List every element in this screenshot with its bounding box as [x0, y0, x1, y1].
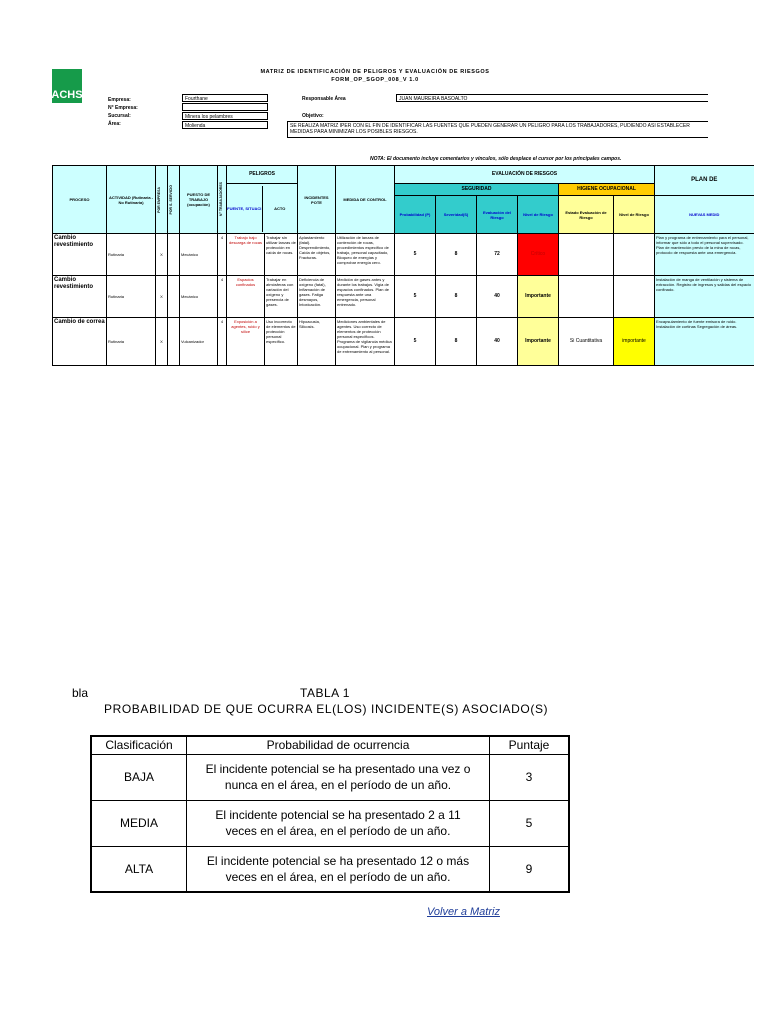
iper-matrix [52, 165, 754, 366]
n-empresa-label: N° Empresa: [108, 105, 138, 111]
table-row-n-trabajadores: 4 [218, 276, 227, 318]
header-seguridad: SEGURIDAD [395, 184, 559, 196]
table-row-actividad: Rutinaria [107, 318, 156, 366]
table-row-clasificacion: ALTA [91, 846, 187, 892]
table-row-descripcion: El incidente potencial se ha presentado 2 a 11 veces en el área, en el período de un año. [187, 800, 490, 846]
table-row-por-servicio [168, 318, 180, 366]
header-probabilidad: Probabilidad (P) [395, 196, 436, 234]
table-row-clasificacion: BAJA [91, 754, 187, 800]
table-row-descripcion: El incidente potencial se ha presentado 12 o más veces en el área, en el período de un año. [187, 846, 490, 892]
table-row-actividad: Rutinaria [107, 234, 156, 276]
table-row-fuente: Trabajo bajo descarga de rocas [227, 234, 265, 276]
table-row-nivel-higiene [614, 276, 655, 318]
table-row-por-empresa: X [156, 276, 168, 318]
header-nuevas-medidas: NUEVAS MEDID [655, 196, 754, 234]
table-row-por-empresa: X [156, 234, 168, 276]
table-row-actividad: Rutinaria [107, 276, 156, 318]
header-actividad: ACTIVIDAD (Rutinaria - No Rutinaria) [107, 166, 156, 234]
tabla1-title: TABLA 1 [300, 686, 350, 700]
header-fuente: FUENTE, SITUACI [227, 186, 263, 232]
table-row-evaluacion: 72 [477, 234, 518, 276]
table-row-proceso: Cambio de correa [53, 318, 107, 366]
header-higiene: HIGIENE OCUPACIONAL [559, 184, 655, 196]
table-row-severidad: 8 [436, 276, 477, 318]
objetivo-label: Objetivo: [302, 113, 324, 119]
tabla-prefix-text: bla [72, 686, 89, 700]
table-row-proceso: Cambio revestimiento [53, 276, 107, 318]
header-nivel-riesgo: Nivel de Riesgo [518, 196, 559, 234]
table-row-plan: Encapsulamiento de fuente emisora de ruido. Instalación de cortinas Segregación de áreas. [655, 318, 754, 366]
sucursal-field[interactable]: Minera los pelambres [182, 112, 268, 120]
header-estado-evaluacion: Estado Evaluación de Riesgo [559, 196, 614, 234]
table-row-plan: Plan y programa de entrenamiento para el personal, informar que sólo a todo el personal supervisado. Plan de mantención previo de la mina de rocas, protocolo de respuesta ante una emergencia. [655, 234, 754, 276]
table-row-n-trabajadores: 4 [218, 234, 227, 276]
table-row-puesto: Vulcanizador [180, 318, 218, 366]
table-row-nivel-higiene [614, 234, 655, 276]
table-row-incidentes: Aplastamiento (fatal). Desprendimiento, Caída de objetos, Fracturas. [298, 234, 336, 276]
header-plan: PLAN DE [655, 166, 754, 196]
sucursal-label: Sucursal: [108, 113, 131, 119]
header-puesto: PUESTO DE TRABAJO (ocupación) [180, 166, 218, 234]
responsable-label: Responsable Área [302, 96, 346, 102]
empresa-field[interactable]: Fourthane [182, 94, 268, 102]
responsable-field[interactable]: JUAN MAUREIRA BASOALTO [396, 94, 708, 102]
table-row-probabilidad: 5 [395, 318, 436, 366]
header-peligros: PELIGROS [227, 166, 298, 184]
table-row-medida: Mediciones ambientales de agentes. Uso correcto de elementos de protección personal específicos. Programa de vigilancia médica ocupacional. Plan y programa de entrenamiento al personal. [336, 318, 395, 366]
volver-a-matriz-link[interactable]: Volver a Matriz [427, 906, 500, 918]
table-row-puntaje: 5 [490, 800, 570, 846]
table-row-por-servicio [168, 234, 180, 276]
table-row-nivel-riesgo: Importante [518, 276, 559, 318]
table-row-fuente: Exposición a agentes, ruido y sílice [227, 318, 265, 366]
table-row-por-servicio [168, 276, 180, 318]
area-field[interactable]: Molienda [182, 121, 268, 129]
header-n-trabajadores: N° TRABAJADORES [219, 182, 223, 217]
table-row-descripcion: El incidente potencial se ha presentado una vez o nunca en el área, en el período de un año. [187, 754, 490, 800]
document-form-code: FORM_OP_SGOP_008_V 1.0 [331, 77, 419, 83]
empresa-label: Empresa: [108, 97, 131, 103]
table-row-severidad: 8 [436, 318, 477, 366]
column-header-probabilidad: Probabilidad de ocurrencia [187, 736, 490, 754]
table-row-por-empresa: X [156, 318, 168, 366]
table-row-acto: Trabajar en atmósferas con variación del oxígeno y presencia de gases. [265, 276, 298, 318]
header-acto: ACTO [274, 206, 286, 211]
header-evaluacion-riesgo: Evaluación del Riesgo [477, 196, 518, 234]
table-row-estado-evaluacion [559, 234, 614, 276]
header-proceso: PROCESO [53, 166, 107, 234]
table-row-puntaje: 9 [490, 846, 570, 892]
table-row-probabilidad: 5 [395, 276, 436, 318]
table-row-clasificacion: MEDIA [91, 800, 187, 846]
table-row-nivel-higiene: importante [614, 318, 655, 366]
table-row-nivel-riesgo: Crítico [518, 234, 559, 276]
tabla1-subtitle: PROBABILIDAD DE QUE OCURRA EL(LOS) INCIDENTE(S) ASOCIADO(S) [104, 702, 549, 716]
header-por-empresa: POR EMPRESA [157, 186, 161, 213]
column-header-puntaje: Puntaje [490, 736, 570, 754]
header-por-servicio: POR S. SERVICIO [169, 184, 173, 215]
table-row-n-trabajadores: 4 [218, 318, 227, 366]
table-row-medida: Medición de gases antes y durante los trabajos. Vigía de espacios confinados. Plan de respuesta ante una emergencia, personal entrenado. [336, 276, 395, 318]
table-row-proceso: Cambio revestimiento [53, 234, 107, 276]
header-incidentes: INCIDENTES POTE [298, 166, 336, 234]
header-medida: MEDIDA DE CONTROL [336, 166, 395, 234]
table-row-evaluacion: 40 [477, 318, 518, 366]
objetivo-field[interactable]: SE REALIZA MATRIZ IPER CON EL FIN DE IDENTIFICAR LAS FUENTES QUE PUEDEN GENERAR UN PELIGRO PARA LOS TRABAJADORES, PUDIENDO ASI ESTABLECER MEDIDAS PARA MINIMIZAR LOS POSIBLES RIESGOS. [287, 121, 708, 138]
table-row-evaluacion: 40 [477, 276, 518, 318]
table-row-fuente: Espacios confinados [227, 276, 265, 318]
table-row-plan: Instalación de manga de ventilación y sistema de extracción. Registro de ingresos y salidas del espacio confinado. [655, 276, 754, 318]
table-row-puesto: Mecánico [180, 276, 218, 318]
note-text: NOTA: El documento incluye comentarios y vínculos, sólo desplace el cursor por los principales campos. [370, 156, 622, 162]
column-header-clasificacion: Clasificación [91, 736, 187, 754]
table-row-acto: Trabajar sin utilizar lanzas de protección en caída de rocas. [265, 234, 298, 276]
table-row-acto: Uso incorrecto de elementos de protección personal específico. [265, 318, 298, 366]
table-row-medida: Utilización de lanzas de contención de rocas, procedimientos específico de trabajo, personal capacitado, Bloqueo de energías y comprobar energía cero. [336, 234, 395, 276]
document-title: MATRIZ DE IDENTIFICACIÓN DE PELIGROS Y EVALUACIÓN DE RIESGOS [260, 69, 490, 75]
probability-table [90, 735, 570, 893]
table-row-probabilidad: 5 [395, 234, 436, 276]
n-empresa-field[interactable] [182, 103, 268, 111]
table-row-puesto: Mecánico [180, 234, 218, 276]
table-row-puntaje: 3 [490, 754, 570, 800]
header-evaluacion: EVALUACIÓN DE RIESGOS [395, 166, 655, 184]
achs-logo: ACHS [52, 69, 82, 103]
area-label: Área: [108, 121, 121, 127]
table-row-severidad: 8 [436, 234, 477, 276]
table-row-nivel-riesgo: Importante [518, 318, 559, 366]
table-row-incidentes: Hipoacusia, Silicosis. [298, 318, 336, 366]
table-row-estado-evaluacion [559, 276, 614, 318]
header-nivel-riesgo-higiene: Nivel de Riesgo [614, 196, 655, 234]
table-row-incidentes: Deficiencia de oxígeno (fatal), Inflamación de gases. Fatiga desmayos, Intoxicación. [298, 276, 336, 318]
table-row-estado-evaluacion: Si Cuantitativa [559, 318, 614, 366]
header-severidad: Severidad(S) [436, 196, 477, 234]
